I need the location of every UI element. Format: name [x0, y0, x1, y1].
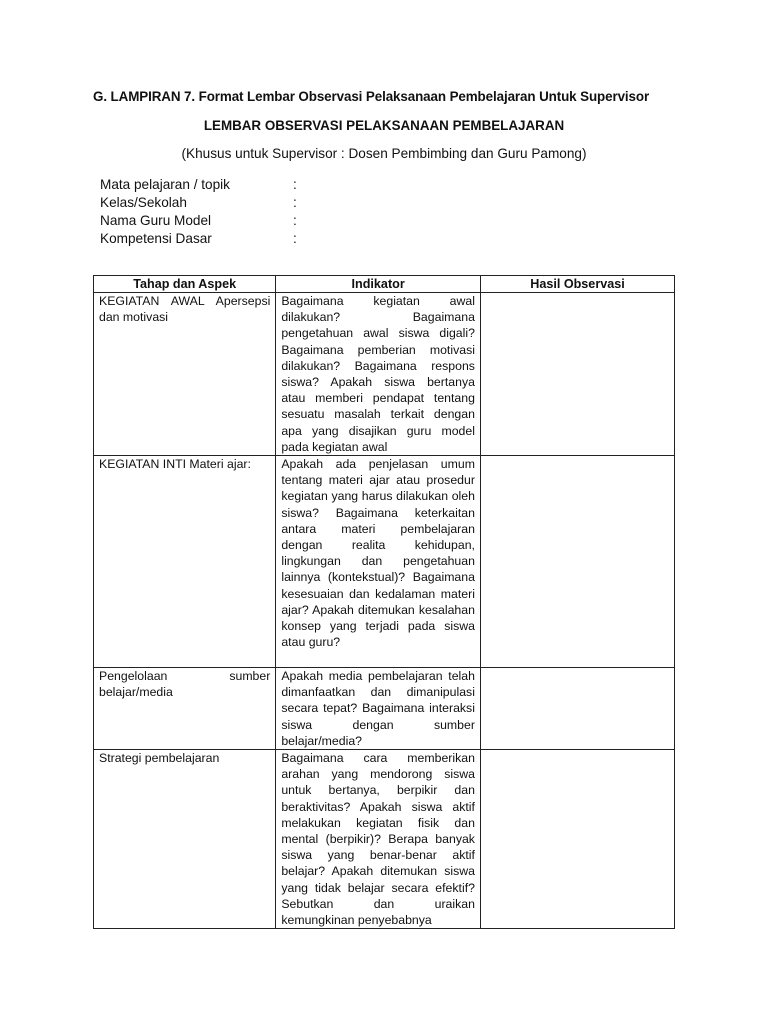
- header-hasil: Hasil Observasi: [480, 276, 674, 293]
- field-class-school: [100, 194, 360, 212]
- field-label: Kompetensi Dasar: [100, 231, 212, 246]
- field-label: Nama Guru Model: [100, 213, 212, 228]
- cell-indikator: Apakah ada penjelasan umum tentang materi ajar atau prosedur kegiatan yang harus dilakukan oleh siswa? Bagaimana keterkaitan antara materi pembelajaran dengan realita kehidupan, lingkungan dan pengetahuan lainnya (kontekstual)? Bagaimana kesesuaian dan kedalaman materi ajar? Apakah ditemukan kesalahan konsep yang terjadi pada siswa atau guru?: [276, 456, 481, 668]
- form-fields: [100, 176, 360, 248]
- cell-hasil[interactable]: [480, 293, 674, 456]
- table-row: [94, 293, 675, 456]
- table-row: [94, 750, 675, 929]
- form-subtitle: (Khusus untuk Supervisor : Dosen Pembimbing dan Guru Pamong): [181, 146, 587, 161]
- observation-table: [93, 275, 675, 929]
- field-teacher-name: [100, 212, 360, 230]
- cell-aspek: Pengelolaan sumber belajar/media: [94, 668, 276, 750]
- field-basic-competence: [100, 230, 360, 248]
- header-aspek: Tahap dan Aspek: [94, 276, 276, 293]
- cell-indikator: Apakah media pembelajaran telah dimanfaatkan dan dimanipulasi secara tepat? Bagaimana interaksi siswa dengan sumber belajar/media?: [276, 668, 481, 750]
- field-colon: :: [293, 213, 297, 228]
- cell-indikator: Bagaimana kegiatan awal dilakukan? Bagaimana pengetahuan awal siswa digali? Bagaimana pemberian motivasi dilakukan? Bagaimana respons siswa? Apakah siswa bertanya atau memberi pendapat tentang sesuatu masalah terkait dengan apa yang disajikan guru model pada kegiatan awal: [276, 293, 481, 456]
- form-title: LEMBAR OBSERVASI PELAKSANAAN PEMBELAJARAN: [203, 118, 565, 133]
- cell-hasil[interactable]: [480, 456, 674, 668]
- field-colon: :: [293, 177, 297, 192]
- field-colon: :: [293, 231, 297, 246]
- field-topic: [100, 176, 360, 194]
- appendix-heading: G. LAMPIRAN 7. Format Lembar Observasi Pelaksanaan Pembelajaran Untuk Supervisor: [93, 89, 650, 104]
- cell-indikator: Bagaimana cara memberikan arahan yang mendorong siswa untuk bertanya, berpikir dan beraktivitas? Apakah siswa aktif melakukan kegiatan fisik dan mental (berpikir)? Berapa banyak siswa yang benar-benar aktif belajar? Apakah ditemukan siswa yang tidak belajar secara efektif? Sebutkan dan uraikan kemungkinan penyebabnya: [276, 750, 481, 929]
- table-row: [94, 456, 675, 668]
- cell-aspek: Strategi pembelajaran: [94, 750, 276, 929]
- table-row: [94, 668, 675, 750]
- table-header-row: [94, 276, 675, 293]
- cell-aspek: KEGIATAN AWAL Apersepsi dan motivasi: [94, 293, 276, 456]
- cell-hasil[interactable]: [480, 668, 674, 750]
- field-label: Kelas/Sekolah: [100, 195, 187, 210]
- header-indikator: Indikator: [276, 276, 481, 293]
- cell-aspek: KEGIATAN INTI Materi ajar:: [94, 456, 276, 668]
- field-colon: :: [293, 195, 297, 210]
- cell-hasil[interactable]: [480, 750, 674, 929]
- field-label: Mata pelajaran / topik: [100, 177, 230, 192]
